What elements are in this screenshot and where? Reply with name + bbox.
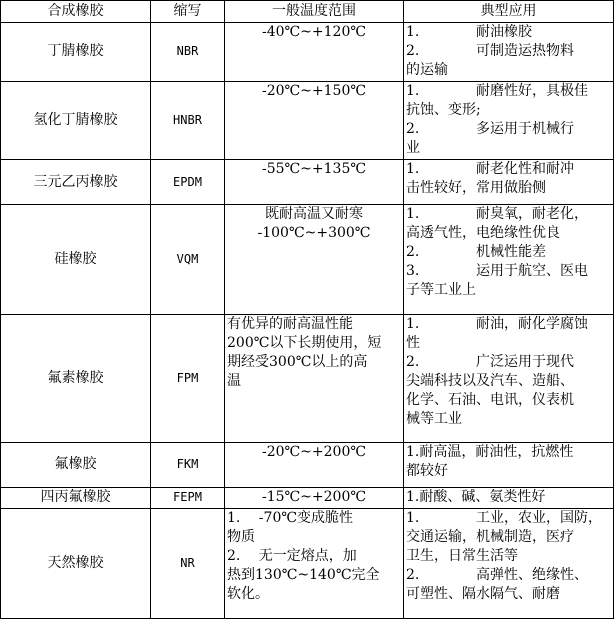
application-line <box>406 462 611 481</box>
temperature-range <box>225 160 404 205</box>
application-line <box>406 82 611 101</box>
temperature-line: -20℃~+200℃ <box>261 444 367 461</box>
typical-application <box>404 23 614 82</box>
application-line <box>406 509 611 528</box>
rubber-abbr: HNBR <box>151 81 225 159</box>
application-line <box>406 101 611 120</box>
application-line <box>406 528 611 547</box>
application-text: 交通运输，机械制造，医疗 <box>406 529 574 546</box>
application-text: 化学、石油、电讯，仪表机 <box>406 391 574 408</box>
list-number: 2. <box>406 353 420 370</box>
application-text: 工业，农业，国防， <box>476 510 602 527</box>
rubber-name: 四丙氟橡胶 <box>1 487 151 508</box>
rubber-name: 三元乙丙橡胶 <box>1 160 151 205</box>
application-text: 子等工业上 <box>406 282 476 299</box>
temperature-range <box>225 205 404 315</box>
temperature-line: -40℃~+120℃ <box>261 24 367 40</box>
application-line <box>406 410 611 429</box>
application-line <box>406 243 611 262</box>
temperature-line: 既耐高温又耐寒 <box>265 206 363 223</box>
application-line <box>406 488 611 507</box>
application-line <box>406 205 611 224</box>
application-text: 广泛运用于现代 <box>476 353 574 370</box>
typical-application <box>404 487 614 508</box>
typical-application <box>404 81 614 159</box>
application-line <box>406 391 611 410</box>
application-text: 可塑性、隔水隔气、耐磨 <box>406 586 560 603</box>
rubber-name: 氢化丁腈橡胶 <box>1 81 151 159</box>
rubber-name: 氟橡胶 <box>1 443 151 488</box>
application-text: 可制造运热物料 <box>476 43 574 59</box>
header-temp: 一般温度范围 <box>225 1 404 23</box>
temperature-line: 物质 <box>227 529 255 546</box>
temperature-line: 1. -70℃变成脆性 <box>227 510 354 527</box>
temperature-line: -100℃~+300℃ <box>257 225 371 242</box>
application-line <box>406 281 611 300</box>
application-text: 的运输 <box>406 62 448 78</box>
application-text: 1.耐高温，耐油性，抗燃性 <box>406 444 574 461</box>
list-number: 1. <box>406 24 420 40</box>
application-line <box>406 23 611 42</box>
application-line <box>406 224 611 243</box>
list-number: 1. <box>406 510 420 527</box>
application-text: 械等工业 <box>406 410 462 427</box>
temperature-range <box>225 23 404 82</box>
temperature-range <box>225 509 404 619</box>
temperature-range <box>225 487 404 508</box>
temperature-line: -20℃~+150℃ <box>261 82 367 99</box>
temperature-line: 软化。 <box>227 586 269 603</box>
application-text: 卫生，日常生活等 <box>406 548 518 565</box>
typical-application <box>404 443 614 488</box>
rubber-abbr: VQM <box>151 205 225 315</box>
rubber-name: 天然橡胶 <box>1 509 151 619</box>
header-abbr: 缩写 <box>151 1 225 23</box>
list-number: 1. <box>406 315 420 332</box>
application-text: 业 <box>406 139 420 156</box>
temperature-line: 温 <box>227 372 241 389</box>
application-line <box>406 160 611 179</box>
table-row <box>1 487 614 508</box>
header-usage: 典型应用 <box>404 1 614 23</box>
typical-application <box>404 314 614 442</box>
rubber-abbr: NR <box>151 509 225 619</box>
rubber-abbr: EPDM <box>151 160 225 205</box>
application-text: 多运用于机械行 <box>476 120 574 137</box>
application-line <box>406 353 611 372</box>
application-line <box>406 61 611 80</box>
temperature-range <box>225 443 404 488</box>
list-number: 1. <box>406 82 420 99</box>
application-text: 耐油，耐化学腐蚀 <box>476 315 588 332</box>
application-text: 运用于航空、医电 <box>476 263 588 280</box>
temperature-line: -15℃~+200℃ <box>261 488 367 505</box>
rubber-abbr: FPM <box>151 314 225 442</box>
application-line <box>406 139 611 158</box>
rubber-abbr: FKM <box>151 443 225 488</box>
rubber-abbr: FEPM <box>151 487 225 508</box>
list-number: 1. <box>406 161 420 178</box>
application-line <box>406 120 611 139</box>
temperature-line: 200℃以下长期使用，短 <box>227 334 382 351</box>
table-header <box>1 1 614 23</box>
table-row <box>1 314 614 442</box>
table-row <box>1 81 614 159</box>
list-number: 2. <box>406 567 420 584</box>
application-line <box>406 443 611 462</box>
table-row <box>1 205 614 315</box>
application-text: 性 <box>406 334 420 351</box>
typical-application <box>404 205 614 315</box>
rubber-name: 氟素橡胶 <box>1 314 151 442</box>
application-text: 耐臭氧，耐老化， <box>476 206 588 223</box>
table-row <box>1 443 614 488</box>
rubber-abbr: NBR <box>151 23 225 82</box>
table-row <box>1 23 614 82</box>
header-name: 合成橡胶 <box>1 1 151 23</box>
temperature-range <box>225 81 404 159</box>
application-text: 耐油橡胶 <box>476 24 532 40</box>
list-number: 1. <box>406 206 420 223</box>
application-text: 机械性能差 <box>476 244 546 261</box>
application-line <box>406 585 611 604</box>
application-text: 尖端科技以及汽车、造船、 <box>406 372 574 389</box>
application-line <box>406 42 611 61</box>
list-number: 2. <box>406 43 420 59</box>
temperature-line: 2. 无一定熔点，加 <box>227 548 357 565</box>
application-line <box>406 372 611 391</box>
application-line <box>406 334 611 353</box>
application-line <box>406 179 611 198</box>
list-number: 3. <box>406 263 420 280</box>
application-text: 耐磨性好，具极佳 <box>476 82 588 99</box>
temperature-line: -55℃~+135℃ <box>261 161 367 178</box>
application-text: 1.耐酸、碱、氨类性好 <box>406 488 546 505</box>
typical-application <box>404 160 614 205</box>
table-body <box>1 23 614 619</box>
table-row <box>1 160 614 205</box>
application-text: 耐老化性和耐冲 <box>476 161 574 178</box>
list-number: 2. <box>406 244 420 261</box>
application-text: 高弹性、绝缘性、 <box>476 567 588 584</box>
application-text: 高透气性，电绝缘性优良 <box>406 225 560 242</box>
rubber-name: 丁腈橡胶 <box>1 23 151 82</box>
list-number: 2. <box>406 120 420 137</box>
application-line <box>406 547 611 566</box>
application-line <box>406 315 611 334</box>
application-line <box>406 262 611 281</box>
temperature-range <box>225 314 404 442</box>
application-text: 击性较好，常用做胎侧 <box>406 180 546 197</box>
table-row <box>1 509 614 619</box>
temperature-line: 期经受300℃以上的高 <box>227 353 368 370</box>
application-line <box>406 566 611 585</box>
application-text: 抗蚀、变形; <box>406 101 481 118</box>
application-text: 都较好 <box>406 463 448 480</box>
temperature-line: 热到130℃~140℃完全 <box>227 567 380 584</box>
typical-application <box>404 509 614 619</box>
rubber-name: 硅橡胶 <box>1 205 151 315</box>
temperature-line: 有优异的耐高温性能 <box>227 315 353 332</box>
